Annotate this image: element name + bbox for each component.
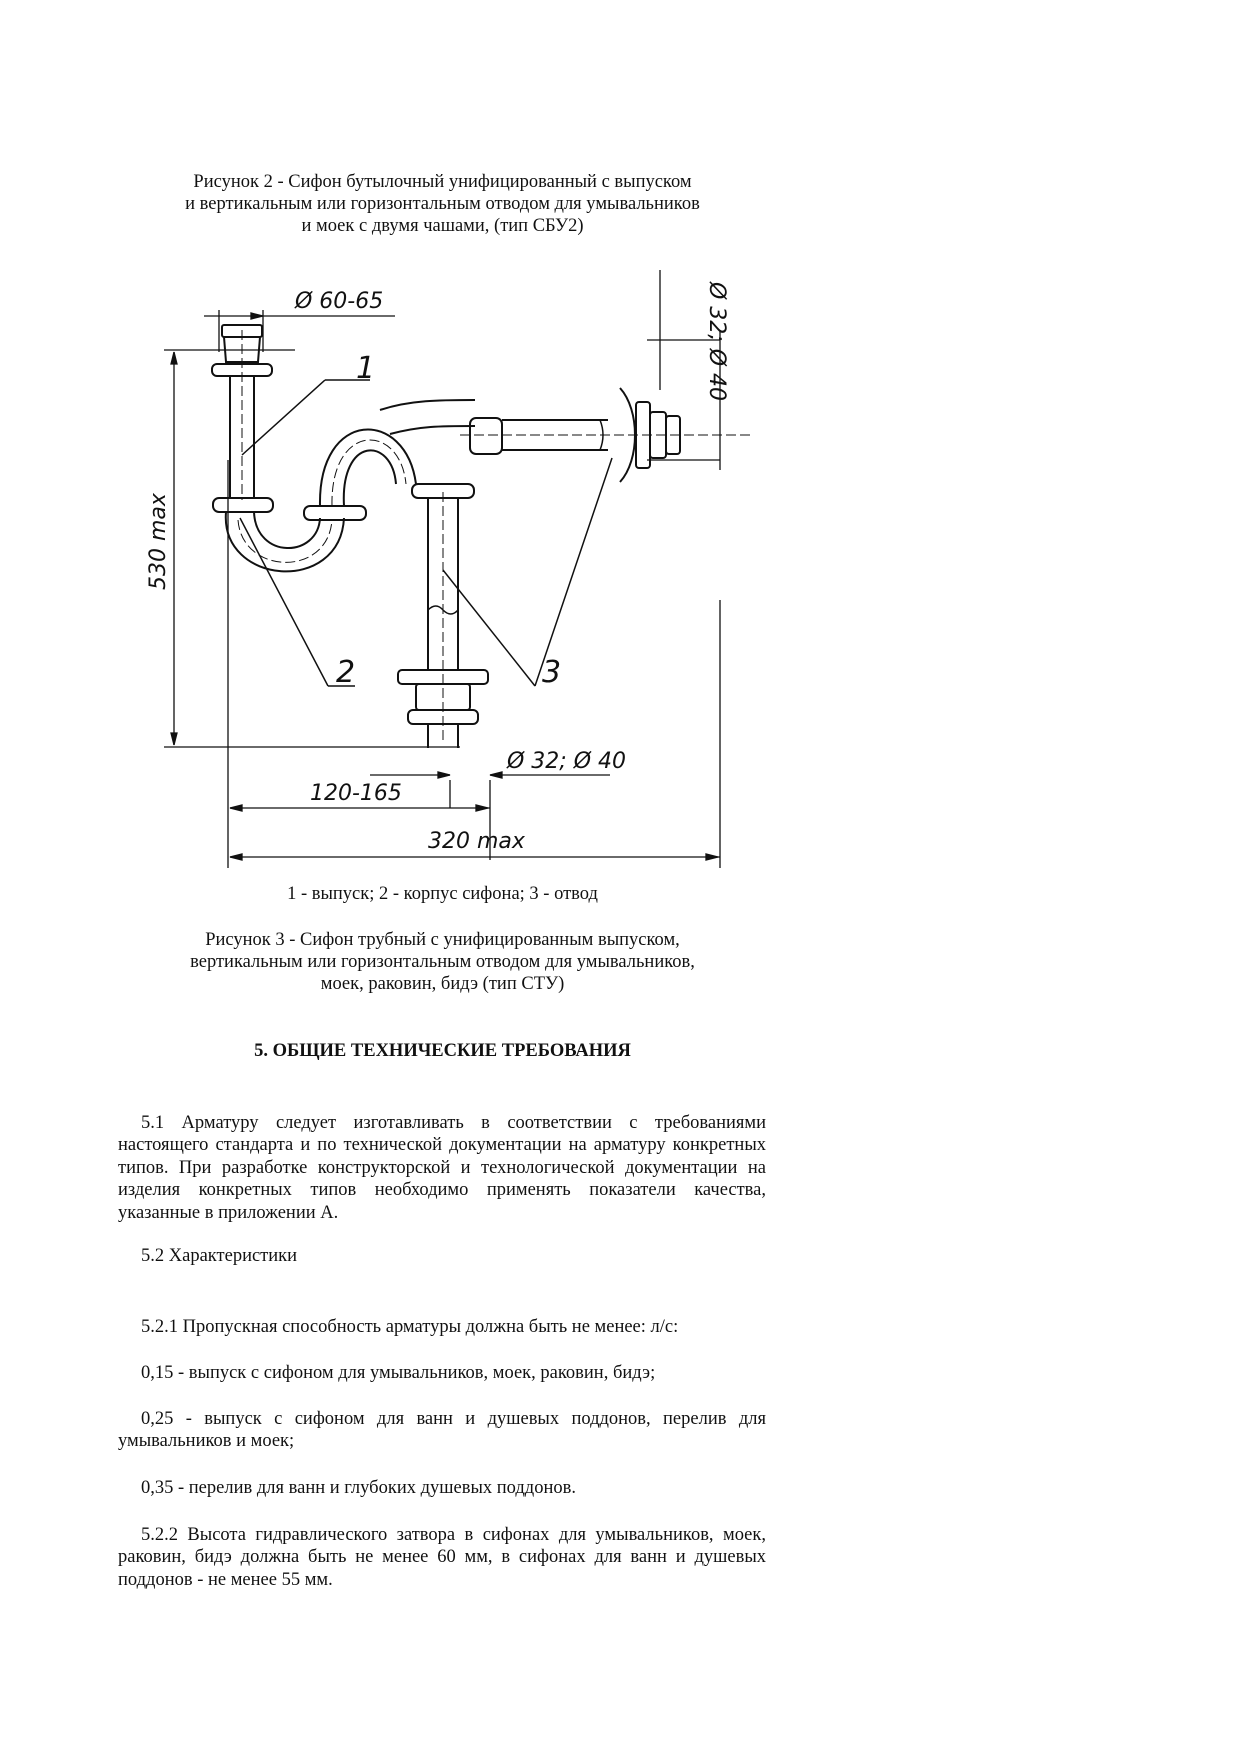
legend-text: 1 - выпуск; 2 - корпус сифона; 3 - отвод — [287, 884, 598, 904]
dim-outlet-diameter: Ø 32; Ø 40 — [507, 749, 627, 774]
figure-3-caption-line-3: моек, раковин, бидэ (тип СТУ) — [320, 974, 565, 994]
callout-leaders — [240, 380, 612, 686]
dim-height: 530 max — [146, 493, 171, 590]
section-heading: 5. ОБЩИЕ ТЕХНИЧЕСКИЕ ТРЕБОВАНИЯ — [254, 1041, 631, 1061]
figure-3-caption-line-1: Рисунок 3 - Сифон трубный с унифицированным выпуском, — [205, 930, 680, 950]
callout-3: 3 — [542, 655, 562, 690]
capacity-item-3: 0,35 - перелив для ванн и глубоких душевых поддонов. — [141, 1478, 576, 1498]
dim-flange-diameter: Ø 60-65 — [295, 289, 384, 314]
capacity-item-2: 0,25 - выпуск с сифоном для ванн и душевых поддонов, перелив для умывальников и моек; — [118, 1409, 766, 1452]
figure-2-caption-line-2: и вертикальным или горизонтальным отводом для умывальников — [185, 194, 700, 214]
paragraph-5-1: 5.1 Арматуру следует изготавливать в соответствии с требованиями настоящего стандарта и по технической документации на арматуру конкретных типов. При разработке конструкторской и технологической документации на изделия конкретных типов необходимо применять показатели качества, указанные в приложении А. — [118, 1113, 766, 1223]
paragraph-5-2-2: 5.2.2 Высота гидравлического затвора в сифонах для умывальников, моек, раковин, бидэ должна быть не менее 60 мм, в сифонах для ванн и душевых поддонов - не менее 55 мм. — [118, 1525, 766, 1590]
figure-2-caption — [120, 171, 765, 237]
siphon-body-part-2 — [213, 400, 475, 571]
callout-1: 1 — [356, 351, 376, 386]
figure-2-caption-line-1: Рисунок 2 - Сифон бутылочный унифицированный с выпуском — [193, 172, 692, 192]
dim-horizontal-outlet-diameter: Ø 32; Ø 40 — [704, 282, 729, 402]
dim-width: 320 max — [428, 829, 525, 854]
paragraph-5-2-1: 5.2.1 Пропускная способность арматуры должна быть не менее: л/с: — [141, 1317, 679, 1337]
dim-offset: 120-165 — [310, 781, 402, 806]
figure-3-caption-line-2: вертикальным или горизонтальным отводом для умывальников, — [190, 952, 695, 972]
siphon-technical-drawing — [140, 270, 760, 880]
callout-2: 2 — [336, 655, 356, 690]
capacity-item-1: 0,15 - выпуск с сифоном для умывальников, моек, раковин, бидэ; — [141, 1363, 656, 1383]
outlet-pipe-part-3 — [398, 388, 750, 748]
dimension-lines — [164, 270, 720, 868]
figure-3-caption — [120, 929, 765, 995]
figure-2-caption-line-3: и моек с двумя чашами, (тип СБУ2) — [301, 216, 584, 236]
paragraph-5-2: 5.2 Характеристики — [141, 1246, 298, 1266]
drawing-legend — [120, 883, 765, 905]
